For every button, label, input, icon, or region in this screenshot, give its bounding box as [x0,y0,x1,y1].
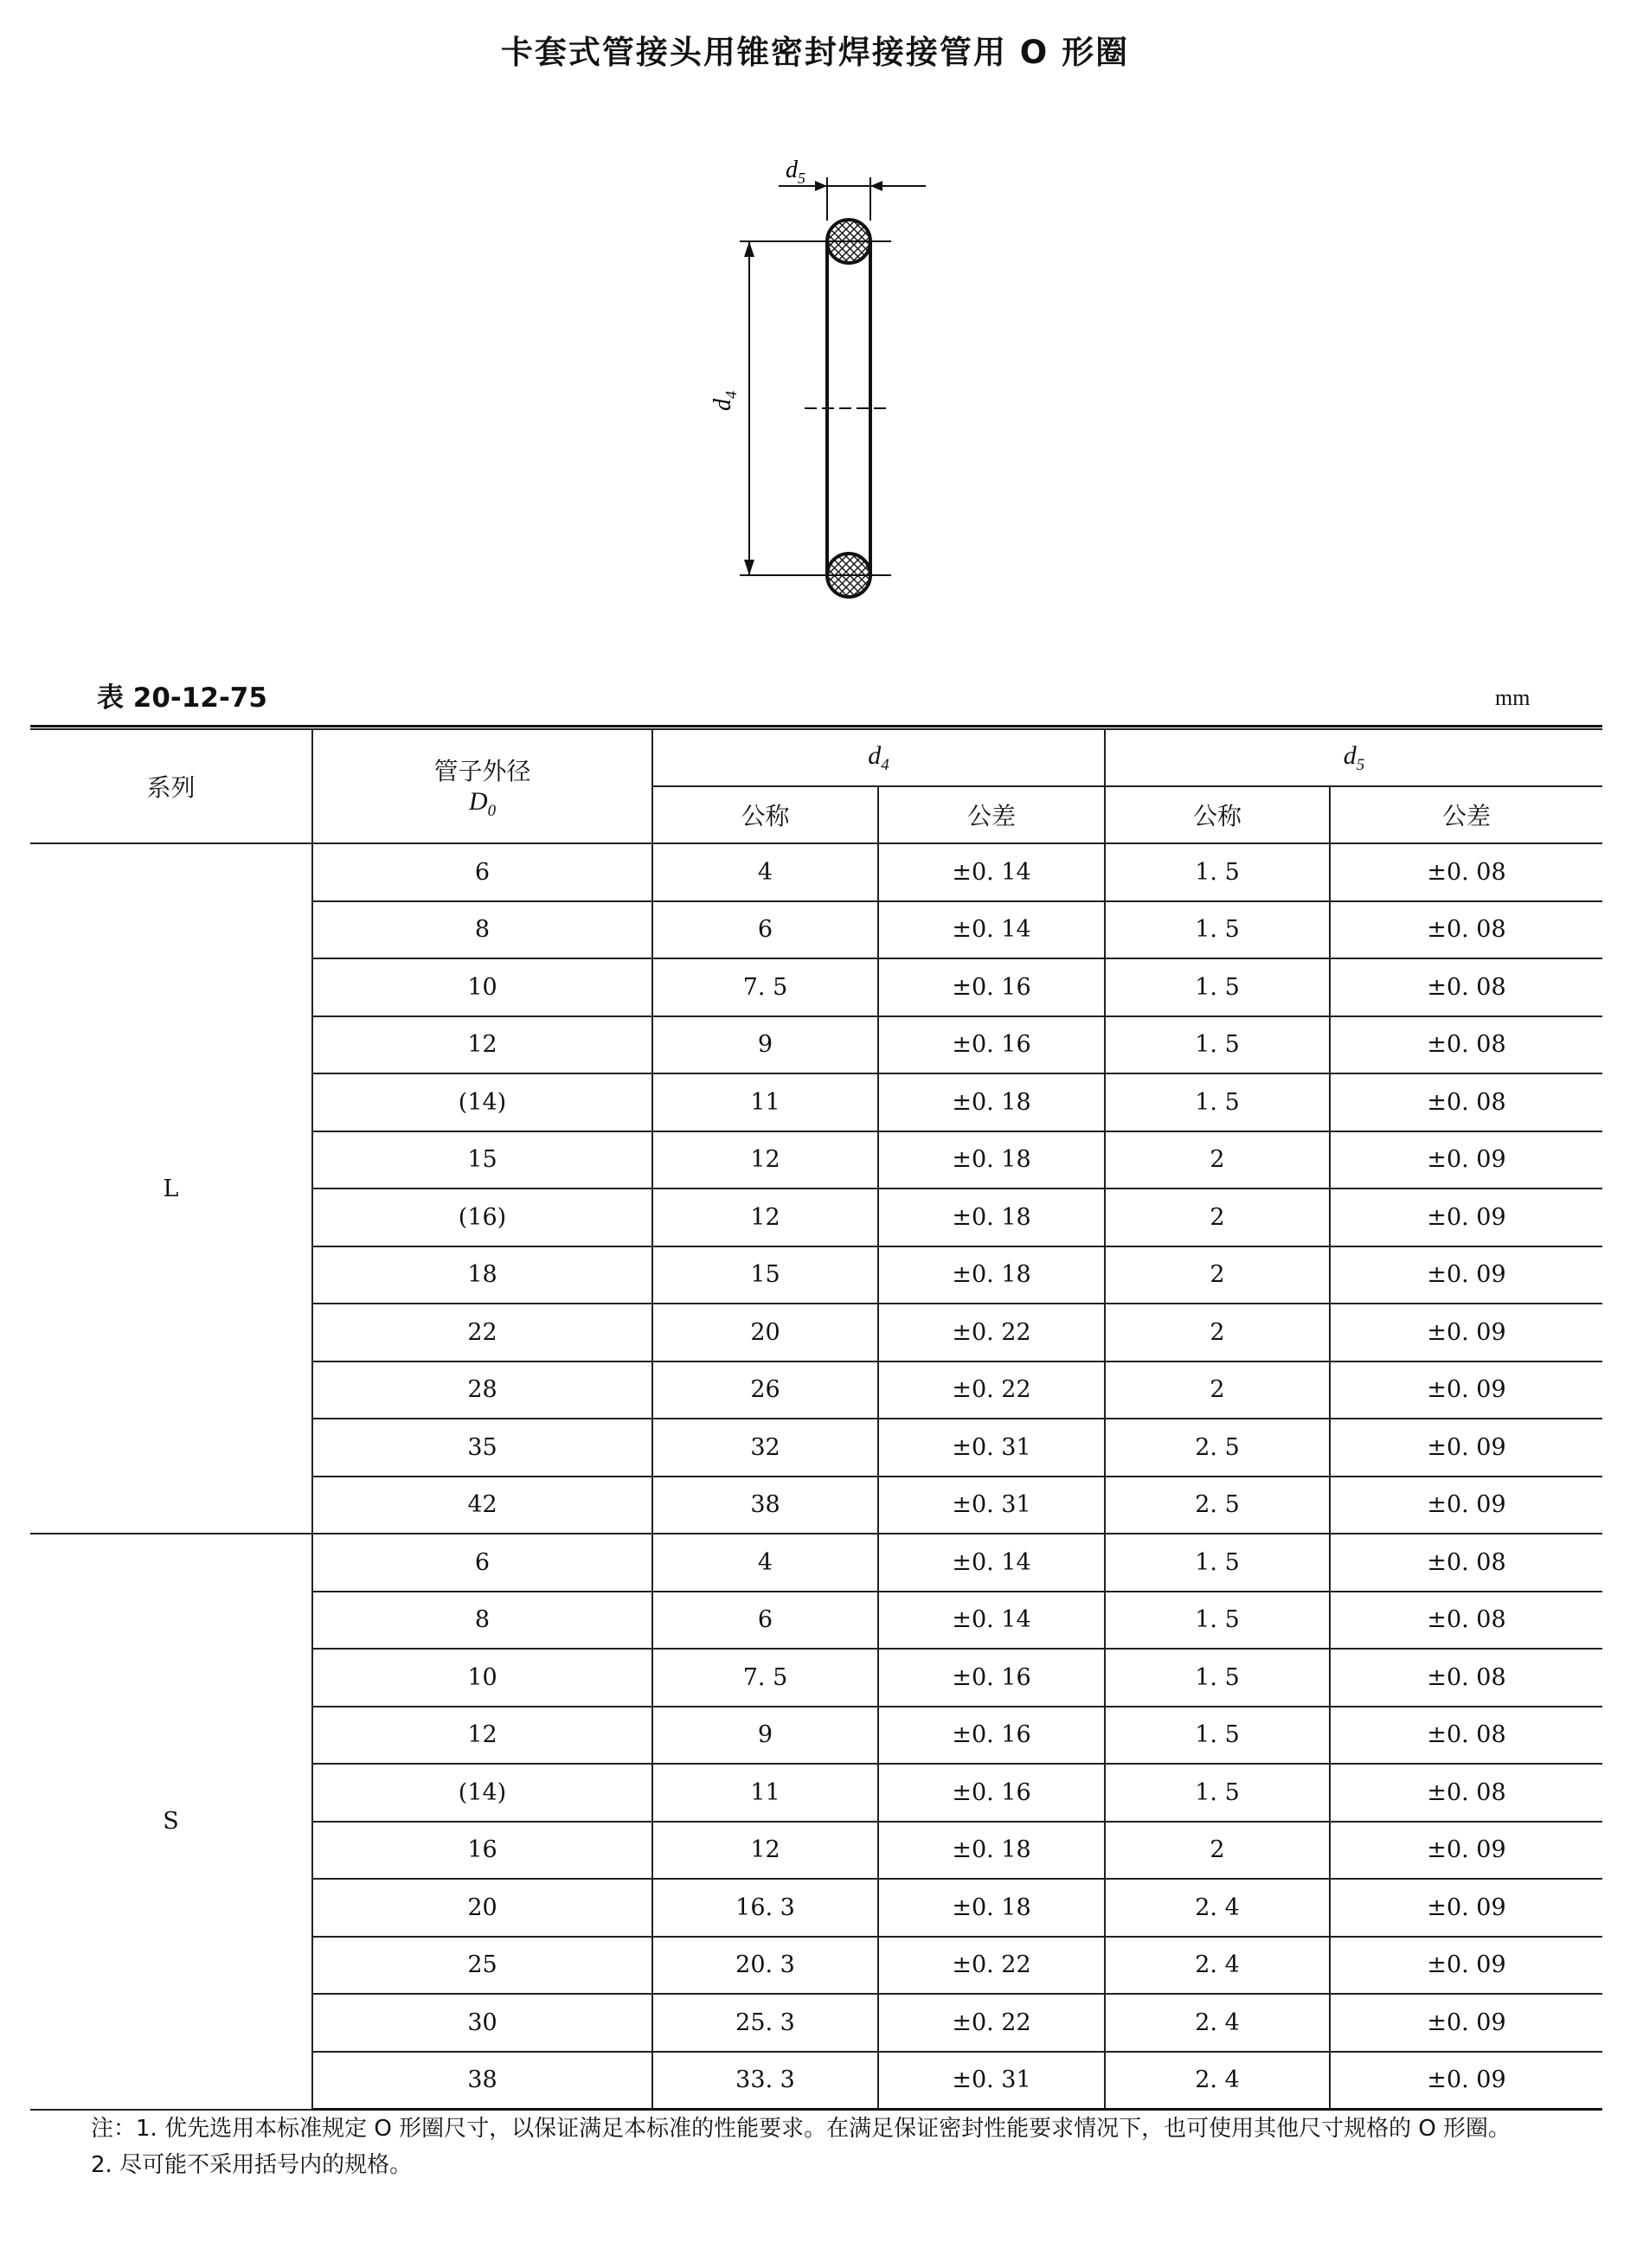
cell-d5-nominal: 2 [1105,1361,1330,1419]
cell-d5-nominal: 1. 5 [1105,901,1330,959]
cell-d5-tolerance: ±0. 08 [1330,1707,1602,1765]
cell-d4-tolerance: ±0. 14 [878,901,1105,959]
cell-d5-tolerance: ±0. 08 [1330,843,1602,901]
cell-d4-nominal: 11 [652,1073,878,1131]
cell-d4-nominal: 38 [652,1477,878,1534]
cell-tube-od: 30 [312,1994,652,2052]
cell-tube-od: 38 [312,2052,652,2110]
cell-d4-tolerance: ±0. 31 [878,2052,1105,2110]
cell-tube-od: 25 [312,1937,652,1995]
cell-d5-nominal: 2 [1105,1131,1330,1189]
cell-d5-tolerance: ±0. 08 [1330,1649,1602,1707]
cell-d4-nominal: 9 [652,1016,878,1074]
cell-d4-nominal: 20 [652,1304,878,1361]
header-d4-subscript: 4 [881,755,889,774]
cell-d5-tolerance: ±0. 09 [1330,1879,1602,1937]
cell-d5-tolerance: ±0. 09 [1330,1937,1602,1995]
cell-d4-nominal: 33. 3 [652,2052,878,2110]
cell-d5-tolerance: ±0. 09 [1330,1131,1602,1189]
header-tube-od-symbol: D [468,786,488,816]
page-title: 卡套式管接头用锥密封焊接接管用 O 形圈 [500,34,1130,71]
table-label: 表 20-12-75 [97,682,267,714]
cell-d5-nominal: 2. 4 [1105,1879,1330,1937]
header-d4-symbol: d [868,740,882,770]
cell-d4-tolerance: ±0. 22 [878,1994,1105,2052]
cell-d4-nominal: 25. 3 [652,1994,878,2052]
cell-tube-od: (14) [312,1764,652,1822]
d5-label: $d_5$ [786,157,805,187]
cell-d4-nominal: 6 [652,901,878,959]
cell-d4-tolerance: ±0. 18 [878,1073,1105,1131]
cell-d4-tolerance: ±0. 18 [878,1822,1105,1880]
cell-d4-tolerance: ±0. 18 [878,1879,1105,1937]
header-d5-nominal: 公称 [1105,786,1330,843]
cell-tube-od: (16) [312,1188,652,1246]
o-ring-spec-table [30,728,1602,2111]
header-series: 系列 [30,729,312,843]
header-tube-od-subscript: 0 [487,801,497,820]
cell-d5-nominal: 2 [1105,1188,1330,1246]
cell-series: L [30,843,312,1534]
header-d5 [1105,729,1602,786]
cell-d5-tolerance: ±0. 09 [1330,1188,1602,1246]
cell-tube-od: 8 [312,1592,652,1650]
cell-d5-tolerance: ±0. 09 [1330,2052,1602,2110]
cell-d5-tolerance: ±0. 09 [1330,1304,1602,1361]
cell-d5-tolerance: ±0. 09 [1330,1477,1602,1534]
cell-d4-nominal: 4 [652,843,878,901]
header-tube-od-label: 管子外径 [433,756,531,785]
cell-tube-od: 16 [312,1822,652,1880]
header-d4 [652,729,1105,786]
cell-d4-tolerance: ±0. 14 [878,1534,1105,1592]
header-d5-subscript: 5 [1356,755,1365,774]
cell-tube-od: 28 [312,1361,652,1419]
cell-d5-nominal: 2. 4 [1105,1994,1330,2052]
cell-d4-nominal: 32 [652,1419,878,1477]
cell-tube-od: 8 [312,901,652,959]
cell-d5-nominal: 1. 5 [1105,958,1330,1016]
cell-d4-tolerance: ±0. 22 [878,1361,1105,1419]
header-d4-nominal: 公称 [652,786,878,843]
cell-d4-tolerance: ±0. 22 [878,1304,1105,1361]
cell-d5-tolerance: ±0. 08 [1330,1764,1602,1822]
cell-series: S [30,1534,312,2110]
cell-tube-od: 42 [312,1477,652,1534]
cell-d5-tolerance: ±0. 08 [1330,1073,1602,1131]
cell-d4-nominal: 4 [652,1534,878,1592]
cell-d4-tolerance: ±0. 31 [878,1477,1105,1534]
cell-d5-tolerance: ±0. 08 [1330,1592,1602,1650]
cell-d5-nominal: 1. 5 [1105,1764,1330,1822]
d4-arrow-bottom [744,560,754,575]
cell-tube-od: 6 [312,1534,652,1592]
cell-d5-nominal: 2 [1105,1246,1330,1304]
cell-d4-tolerance: ±0. 16 [878,958,1105,1016]
cell-d5-nominal: 2 [1105,1822,1330,1880]
cell-d5-nominal: 2. 4 [1105,2052,1330,2110]
cell-d5-nominal: 1. 5 [1105,1534,1330,1592]
cell-d5-nominal: 2. 5 [1105,1477,1330,1534]
cell-d5-nominal: 1. 5 [1105,1707,1330,1765]
cell-d5-nominal: 1. 5 [1105,1649,1330,1707]
cell-tube-od: 20 [312,1879,652,1937]
d4-label: $d_4$ [709,391,740,411]
cell-tube-od: 22 [312,1304,652,1361]
cell-d4-tolerance: ±0. 16 [878,1707,1105,1765]
cell-d4-tolerance: ±0. 16 [878,1649,1105,1707]
cell-d5-tolerance: ±0. 09 [1330,1361,1602,1419]
cell-tube-od: 15 [312,1131,652,1189]
cell-d4-tolerance: ±0. 16 [878,1764,1105,1822]
table-row [30,1534,1602,1592]
cell-tube-od: 18 [312,1246,652,1304]
cell-d5-nominal: 2 [1105,1304,1330,1361]
cell-d5-tolerance: ±0. 08 [1330,1534,1602,1592]
cell-d4-tolerance: ±0. 14 [878,843,1105,901]
cell-tube-od: (14) [312,1073,652,1131]
cell-d5-nominal: 2. 5 [1105,1419,1330,1477]
cell-tube-od: 6 [312,843,652,901]
header-d4-tolerance: 公差 [878,786,1105,843]
cell-d5-nominal: 2. 4 [1105,1937,1330,1995]
cell-d4-nominal: 6 [652,1592,878,1650]
cell-d4-tolerance: ±0. 14 [878,1592,1105,1650]
cell-d4-nominal: 7. 5 [652,958,878,1016]
cell-d4-nominal: 20. 3 [652,1937,878,1995]
cell-tube-od: 10 [312,1649,652,1707]
cell-d4-nominal: 15 [652,1246,878,1304]
d4-arrow-top [744,241,754,257]
cell-d5-tolerance: ±0. 08 [1330,901,1602,959]
d5-arrow-right [870,181,882,191]
cell-d5-nominal: 1. 5 [1105,1016,1330,1074]
cell-d4-tolerance: ±0. 16 [878,1016,1105,1074]
header-tube-od [312,729,652,843]
cell-d5-tolerance: ±0. 09 [1330,1994,1602,2052]
cell-d4-nominal: 12 [652,1188,878,1246]
cell-d4-nominal: 26 [652,1361,878,1419]
cell-d5-tolerance: ±0. 08 [1330,1016,1602,1074]
cell-d5-nominal: 1. 5 [1105,843,1330,901]
cell-d5-tolerance: ±0. 09 [1330,1822,1602,1880]
cell-tube-od: 35 [312,1419,652,1477]
cell-d4-tolerance: ±0. 18 [878,1246,1105,1304]
note-1: 注：1. 优先选用本标准规定 O 形圈尺寸，以保证满足本标准的性能要求。在满足保证密封性能要求情况下，也可使用其他尺寸规格的 O 形圈。 [91,2116,1511,2142]
cell-d4-nominal: 9 [652,1707,878,1765]
cell-d4-nominal: 11 [652,1764,878,1822]
cell-d4-tolerance: ±0. 31 [878,1419,1105,1477]
d5-arrow-left [815,181,827,191]
cell-d5-nominal: 1. 5 [1105,1592,1330,1650]
cell-tube-od: 12 [312,1016,652,1074]
cell-d4-tolerance: ±0. 18 [878,1188,1105,1246]
cell-d5-tolerance: ±0. 09 [1330,1246,1602,1304]
cell-d5-tolerance: ±0. 09 [1330,1419,1602,1477]
cell-tube-od: 10 [312,958,652,1016]
o-ring-diagram [675,151,952,636]
header-d5-tolerance: 公差 [1330,786,1602,843]
note-2: 2. 尽可能不采用括号内的规格。 [91,2152,413,2178]
table-row [30,843,1602,901]
unit-label: mm [1495,685,1531,710]
header-d5-symbol: d [1343,740,1357,770]
cell-d5-nominal: 1. 5 [1105,1073,1330,1131]
notes [30,2111,1602,2183]
cell-d4-nominal: 7. 5 [652,1649,878,1707]
cell-d4-nominal: 12 [652,1822,878,1880]
cell-d4-tolerance: ±0. 18 [878,1131,1105,1189]
cell-d4-nominal: 16. 3 [652,1879,878,1937]
table-top-rule [30,725,1602,727]
cell-d4-tolerance: ±0. 22 [878,1937,1105,1995]
cell-d5-tolerance: ±0. 08 [1330,958,1602,1016]
cell-tube-od: 12 [312,1707,652,1765]
cell-d4-nominal: 12 [652,1131,878,1189]
